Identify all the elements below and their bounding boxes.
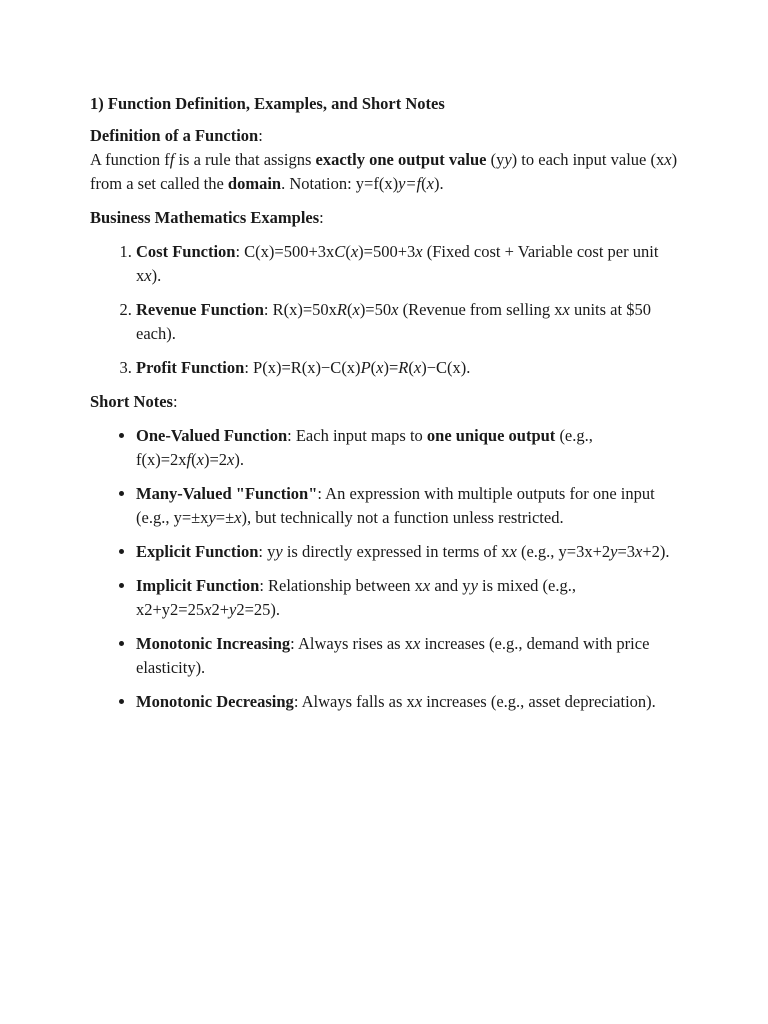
note-text: 2=25). (236, 600, 281, 619)
note-text: (e.g., y=3x+2 (516, 542, 611, 561)
note-math: x (204, 600, 212, 619)
example-text: ( (346, 300, 353, 319)
note-text: +2). (642, 542, 670, 561)
note-math: x (196, 450, 204, 469)
definition-text: ). (433, 174, 444, 193)
example-math: x (413, 358, 422, 377)
note-math: y (610, 542, 618, 561)
note-math: x (414, 692, 423, 711)
list-item (136, 574, 680, 622)
examples-heading: Business Mathematics Examples (90, 208, 320, 227)
example-text: : R(x)=50x (263, 300, 337, 319)
note-label: One-Valued Function (136, 426, 288, 445)
example-text: )=50 (359, 300, 392, 319)
example-text: )= (383, 358, 399, 377)
note-math: x (412, 634, 421, 653)
note-math: x (227, 450, 235, 469)
document-content (90, 92, 680, 724)
example-text: ). (151, 266, 162, 285)
definition-text: ) from a set called the (90, 150, 678, 193)
definition-emphasis: domain (227, 174, 282, 193)
example-math: R (398, 358, 409, 377)
list-item (136, 240, 680, 288)
list-item (136, 690, 680, 714)
definition-text: ) to each input value (x (511, 150, 665, 169)
example-math: R (336, 300, 347, 319)
example-math: C (334, 242, 346, 261)
section-title: 1) Function Definition, Examples, and Short Notes (90, 94, 445, 113)
example-label: Cost Function (136, 242, 236, 261)
example-text: : C(x)=500+3x (235, 242, 335, 261)
note-label: Explicit Function (136, 542, 259, 561)
definition-text: (y (486, 150, 505, 169)
list-item (136, 298, 680, 346)
definition-text: ( (421, 174, 427, 193)
note-text: =3 (617, 542, 636, 561)
note-text: : y (258, 542, 276, 561)
notes-heading-colon: : (172, 392, 178, 411)
note-math: x (234, 508, 242, 527)
examples-list (90, 240, 680, 380)
note-text: is directly expressed in terms of x (282, 542, 510, 561)
example-text: )−C(x). (421, 358, 471, 377)
definition-heading: Definition of a Function (90, 126, 259, 145)
example-label: Revenue Function (136, 300, 264, 319)
note-text: ( (191, 450, 197, 469)
example-text: : P(x)=R(x)−C(x) (244, 358, 361, 377)
definition-heading-colon: : (258, 126, 263, 145)
examples-heading-line (90, 206, 680, 230)
example-text: (Revenue from selling x (398, 300, 563, 319)
example-math: x (144, 266, 152, 285)
note-emphasis: one unique output (426, 426, 556, 445)
notes-list (90, 424, 680, 714)
note-math: x (422, 576, 431, 595)
note-text: )=2 (203, 450, 228, 469)
definition-block (90, 124, 680, 196)
note-math: y (229, 600, 237, 619)
note-text: : Relationship between x (259, 576, 423, 595)
note-text: ), but technically not a function unless restricted. (241, 508, 564, 527)
note-text: is mixed (e.g., x2+y2=25 (136, 576, 576, 619)
example-math: x (352, 300, 360, 319)
note-text: 2+ (211, 600, 230, 619)
note-label: Many-Valued "Function" (136, 484, 318, 503)
note-label: Monotonic Increasing (136, 634, 291, 653)
note-text: ). (234, 450, 244, 469)
note-math: x (509, 542, 517, 561)
list-item (136, 356, 680, 380)
example-math: x (391, 300, 399, 319)
example-math: x (350, 242, 359, 261)
example-text: ( (370, 358, 377, 377)
note-math: f (186, 450, 192, 469)
example-math: x (376, 358, 384, 377)
definition-math: x (664, 150, 672, 169)
note-text: =± (215, 508, 235, 527)
example-text: ( (345, 242, 351, 261)
note-text: increases (e.g., asset depreciation). (422, 692, 656, 711)
notes-heading-line (90, 390, 680, 414)
example-math: x (562, 300, 570, 319)
definition-math: x (426, 174, 434, 193)
note-math: y (275, 542, 283, 561)
definition-math: y=f (398, 174, 422, 193)
example-math: x (415, 242, 423, 261)
list-item (136, 540, 680, 564)
examples-heading-colon: : (319, 208, 324, 227)
note-label: Monotonic Decreasing (136, 692, 294, 711)
example-text: )=500+3 (358, 242, 416, 261)
note-text: : Always rises as x (290, 634, 413, 653)
list-item (136, 632, 680, 680)
example-math: P (360, 358, 371, 377)
note-text: : Each input maps to (287, 426, 427, 445)
note-text: (e.g., f(x)=2x (136, 426, 593, 469)
note-math: x (635, 542, 643, 561)
example-label: Profit Function (136, 358, 245, 377)
note-text: and y (430, 576, 471, 595)
example-text: units at $50 each). (136, 300, 651, 343)
note-label: Implicit Function (136, 576, 260, 595)
definition-math: y (504, 150, 512, 169)
definition-emphasis: exactly one output value (315, 150, 487, 169)
note-math: y (208, 508, 216, 527)
example-text: (Fixed cost + Variable cost per unit x (136, 242, 659, 285)
note-text: : Always falls as x (293, 692, 415, 711)
notes-heading: Short Notes (90, 392, 173, 411)
note-math: y (470, 576, 478, 595)
note-text: increases (e.g., demand with price elasticity). (136, 634, 650, 677)
list-item (136, 482, 680, 530)
example-text: ( (408, 358, 414, 377)
note-text: : An expression with multiple outputs for one input (e.g., y=±x (136, 484, 655, 527)
definition-text: f (164, 150, 170, 169)
definition-text: . Notation: y=f(x) (281, 174, 399, 193)
definition-text: is a rule that assigns (174, 150, 316, 169)
list-item (136, 424, 680, 472)
definition-math: f (169, 150, 175, 169)
definition-text: A function (90, 150, 165, 169)
